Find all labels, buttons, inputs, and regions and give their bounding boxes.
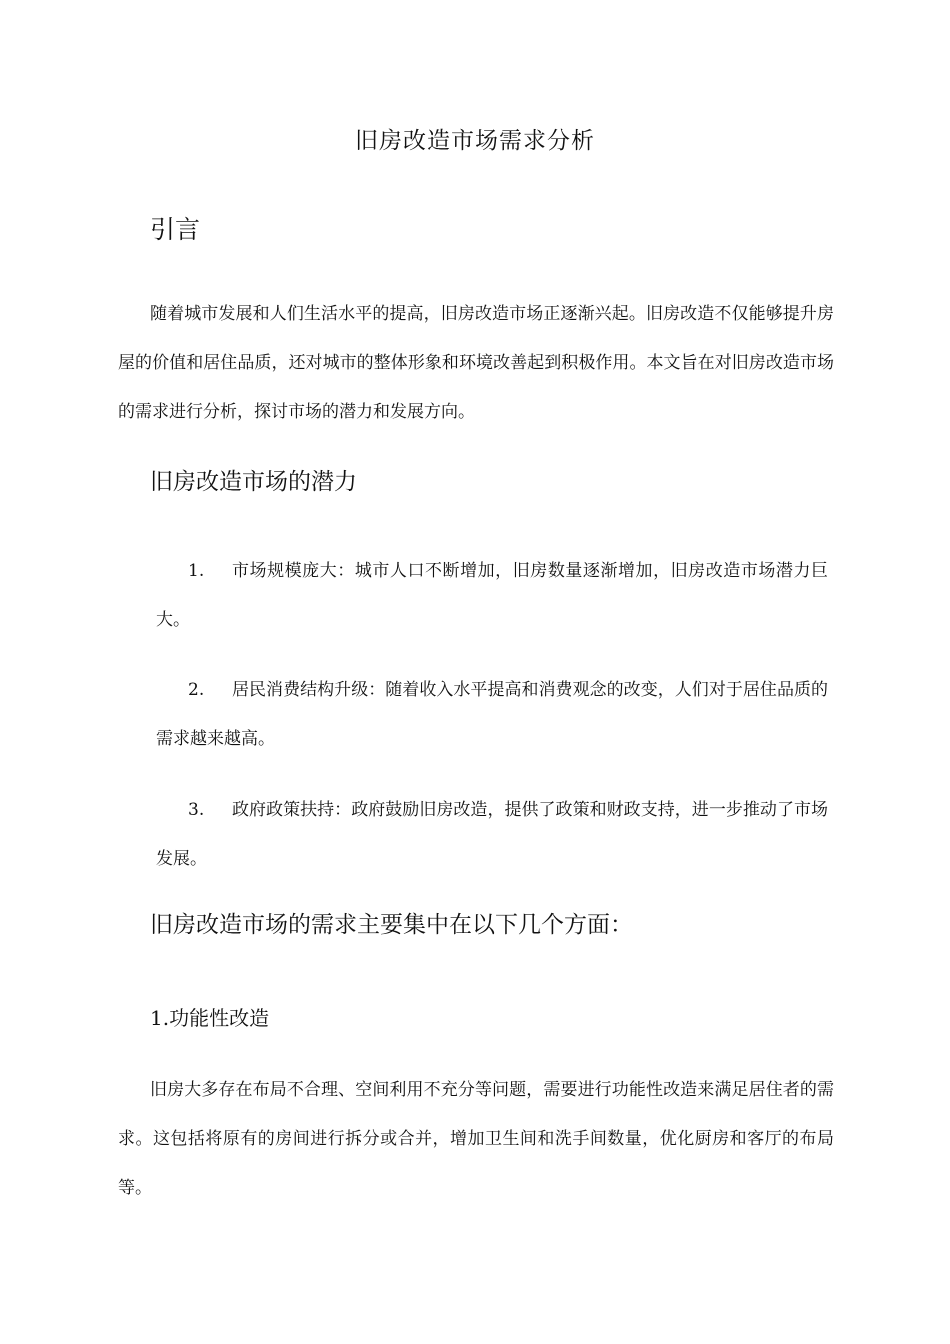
document-title: 旧房改造市场需求分析: [355, 128, 595, 154]
list-item-text: 政府政策扶持：政府鼓励旧房改造，提供了政策和财政支持，进一步推动了市场发展。: [156, 800, 828, 869]
intro-paragraph: 随着城市发展和人们生活水平的提高，旧房改造市场正逐渐兴起。旧房改造不仅能够提升房屋的价值和居住品质，还对城市的整体形象和环境改善起到积极作用。本文旨在对旧房改造市场的需求进行分析，探讨市场的潜力和发展方向。: [118, 304, 834, 422]
list-item-number: 1.: [188, 561, 205, 581]
list-item-text: 居民消费结构升级：随着收入水平提高和消费观念的改变，人们对于居住品质的需求越来越高。: [156, 680, 828, 749]
demand-heading: 旧房改造市场的需求主要集中在以下几个方面：: [150, 912, 633, 938]
potential-heading: 旧房改造市场的潜力: [150, 469, 357, 495]
list-item-text: 市场规模庞大：城市人口不断增加，旧房数量逐渐增加，旧房改造市场潜力巨大。: [156, 561, 828, 630]
functional-renovation-heading: 1.功能性改造: [150, 1006, 270, 1030]
list-item-number: 2.: [188, 680, 205, 700]
list-item: [156, 786, 828, 884]
list-item-number: 3.: [188, 800, 205, 820]
intro-heading: 引言: [150, 215, 201, 244]
functional-renovation-paragraph: 旧房大多存在布局不合理、空间利用不充分等问题，需要进行功能性改造来满足居住者的需求。这包括将原有的房间进行拆分或合并，增加卫生间和洗手间数量，优化厨房和客厅的布局等。: [118, 1080, 834, 1198]
list-item: [156, 666, 828, 764]
list-item: [156, 547, 828, 645]
